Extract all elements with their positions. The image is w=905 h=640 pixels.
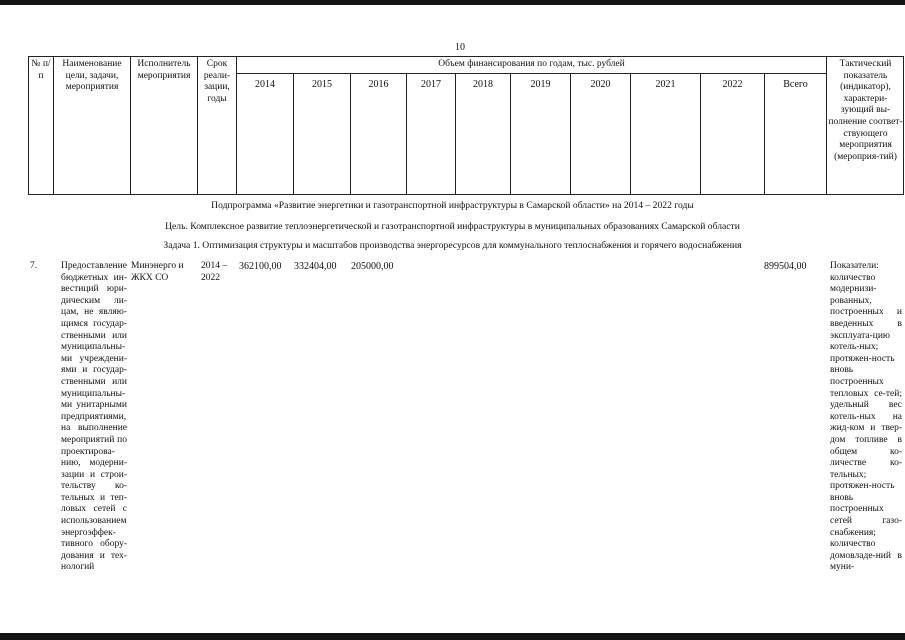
year-total: Всего xyxy=(783,79,808,90)
year-2017: 2017 xyxy=(421,79,441,90)
header-term: Срок реали-зации, годы xyxy=(203,59,231,104)
page-number: 10 xyxy=(455,42,465,53)
row-executor: Минэнерго и ЖКХ СО xyxy=(131,261,184,283)
row-number: 7. xyxy=(30,261,38,271)
scan-bottom-border xyxy=(0,633,905,640)
goal-text: Цель. Комплексное развитие теплоэнергетической и газотранспортной инфраструктуры в муниципальных образованиях Самарской области xyxy=(165,221,740,232)
row-value-total: 899504,00 xyxy=(764,261,807,272)
year-2019: 2019 xyxy=(530,79,551,90)
header-indicator: Тактический показатель (индикатор), характери-зующий вы-полнение соответ-ствующего мероприятия (мероприя-тий) xyxy=(828,59,903,162)
year-2016: 2016 xyxy=(368,79,389,90)
year-2018: 2018 xyxy=(473,79,493,90)
year-2014: 2014 xyxy=(255,79,275,90)
header-number: № п/п xyxy=(31,59,51,81)
task-text: Задача 1. Оптимизация структуры и масштабов производства энергоресурсов для коммунального теплоснабжения и горячего водоснабжения xyxy=(163,240,742,251)
row-value-2015: 332404,00 xyxy=(294,261,337,272)
year-2021: 2021 xyxy=(655,79,676,90)
row-indicator: Показатели: количество модернизи-рованных, построенных и введенных в эксплуата-цию котель-ных; протяжен-ность вновь построенных тепловых се-тей; удельный вес котель-ных на жид-ком и твер-дом топливе в общем ко-личестве ко-тельных; протяжен-ность вновь построенных сетей газо-снабжения; количество домовладе-ний в муни- xyxy=(830,261,902,573)
header-table-grid xyxy=(0,0,905,200)
header-funding: Объем финансирования по годам, тыс. рублей xyxy=(438,59,625,69)
row-term: 2014 – 2022 xyxy=(201,261,228,283)
row-name: Предоставление бюджетных ин-вестиций юри-дическим ли-цам, не являю-щимся государ-ственными или муниципальны-ми учреждени-ями и государ-ственными или муниципальны-ми унитарными предприятиями, на выполнение мероприятий по проектирова-нию, модерни-зации и строи-тельству ко-тельных и теп-ловых сетей с использованием энергоэффек-тивного обору-дования и тех-нологий xyxy=(61,261,127,573)
year-2020: 2020 xyxy=(590,79,611,90)
header-name: Наименование цели, задачи, мероприятия xyxy=(62,59,122,93)
year-2022: 2022 xyxy=(722,79,743,90)
header-executor: Исполнитель мероприятия xyxy=(137,59,191,81)
row-value-2016: 205000,00 xyxy=(351,261,394,272)
row-value-2014: 362100,00 xyxy=(239,261,282,272)
year-2015: 2015 xyxy=(312,79,332,90)
subprogram-title: Подпрограмма «Развитие энергетики и газотранспортной инфраструктуры в Самарской области» на 2014 – 2022 годы xyxy=(211,200,694,211)
